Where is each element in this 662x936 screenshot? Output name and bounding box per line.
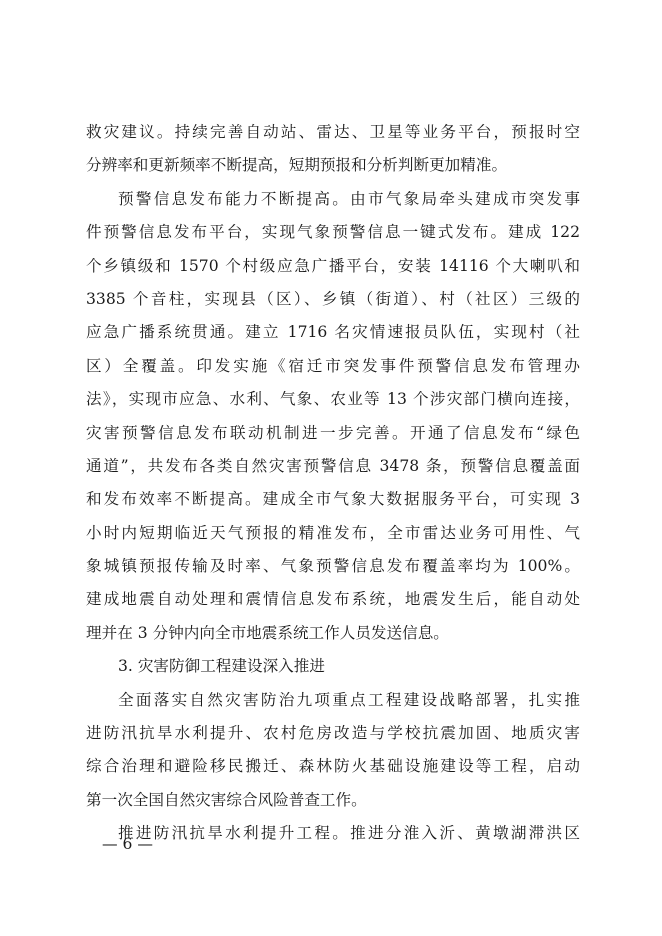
text-line: 通道”，共发布各类自然灾害预警信息 3478 条，预警信息覆盖面 [86,456,580,475]
paragraph-start-line: 推进防汛抗旱水利提升工程。推进分淮入沂、黄墩湖滞洪区 [118,824,580,843]
text-line: 区）全覆盖。印发实施《宿迁市突发事件预警信息发布管理办 [86,356,580,375]
text-line: 灾害预警信息发布联动机制进一步完善。开通了信息发布“绿色 [86,423,580,442]
text-line: 法》，实现市应急、水利、气象、农业等 13 个涉灾部门横向连接， [86,390,580,409]
text-line: 建成地震自动处理和震情信息发布系统，地震发生后，能自动处 [86,590,580,609]
text-line: 理并在 3 分钟内向全市地震系统工作人员发送信息。 [86,623,449,642]
body-text [86,116,580,851]
text-line: 和发布效率不断提高。建成全市气象大数据服务平台，可实现 3 [86,490,580,509]
text-line: 分辨率和更新频率不断提高，短期预报和分析判断更加精准。 [86,156,508,175]
text-line: 件预警信息发布平台，实现气象预警信息一键式发布。建成 122 [86,223,580,242]
paragraph-start-line: 全面落实自然灾害防治九项重点工程建设战略部署，扎实推 [118,690,580,709]
section-heading: 3. 灾害防御工程建设深入推进 [118,657,325,676]
text-line: 第一次全国自然灾害综合风险普查工作。 [86,790,367,809]
text-line: 应急广播系统贯通。建立 1716 名灾情速报员队伍，实现村（社 [86,323,580,342]
text-line: 救灾建议。持续完善自动站、雷达、卫星等业务平台，预报时空 [86,123,580,141]
text-line: 3385 个音柱，实现县（区）、乡镇（街道）、村（社区）三级的 [86,289,580,308]
text-line: 象城镇预报传输及时率、气象预警信息发布覆盖率均为 100%。 [86,557,580,576]
text-line: 综合治理和避险移民搬迁、森林防火基础设施建设等工程，启动 [86,757,580,776]
paragraph-start-line: 预警信息发布能力不断提高。由市气象局牵头建成市突发事 [118,189,580,208]
text-line: 进防汛抗旱水利提升、农村危房改造与学校抗震加固、地质灾害 [86,724,580,743]
text-line: 小时内短期临近天气预报的精准发布，全市雷达业务可用性、气 [86,523,580,542]
page-number: — 6 — [102,835,154,853]
text-line: 个乡镇级和 1570 个村级应急广播平台，安装 14116 个大喇叭和 [86,256,580,275]
